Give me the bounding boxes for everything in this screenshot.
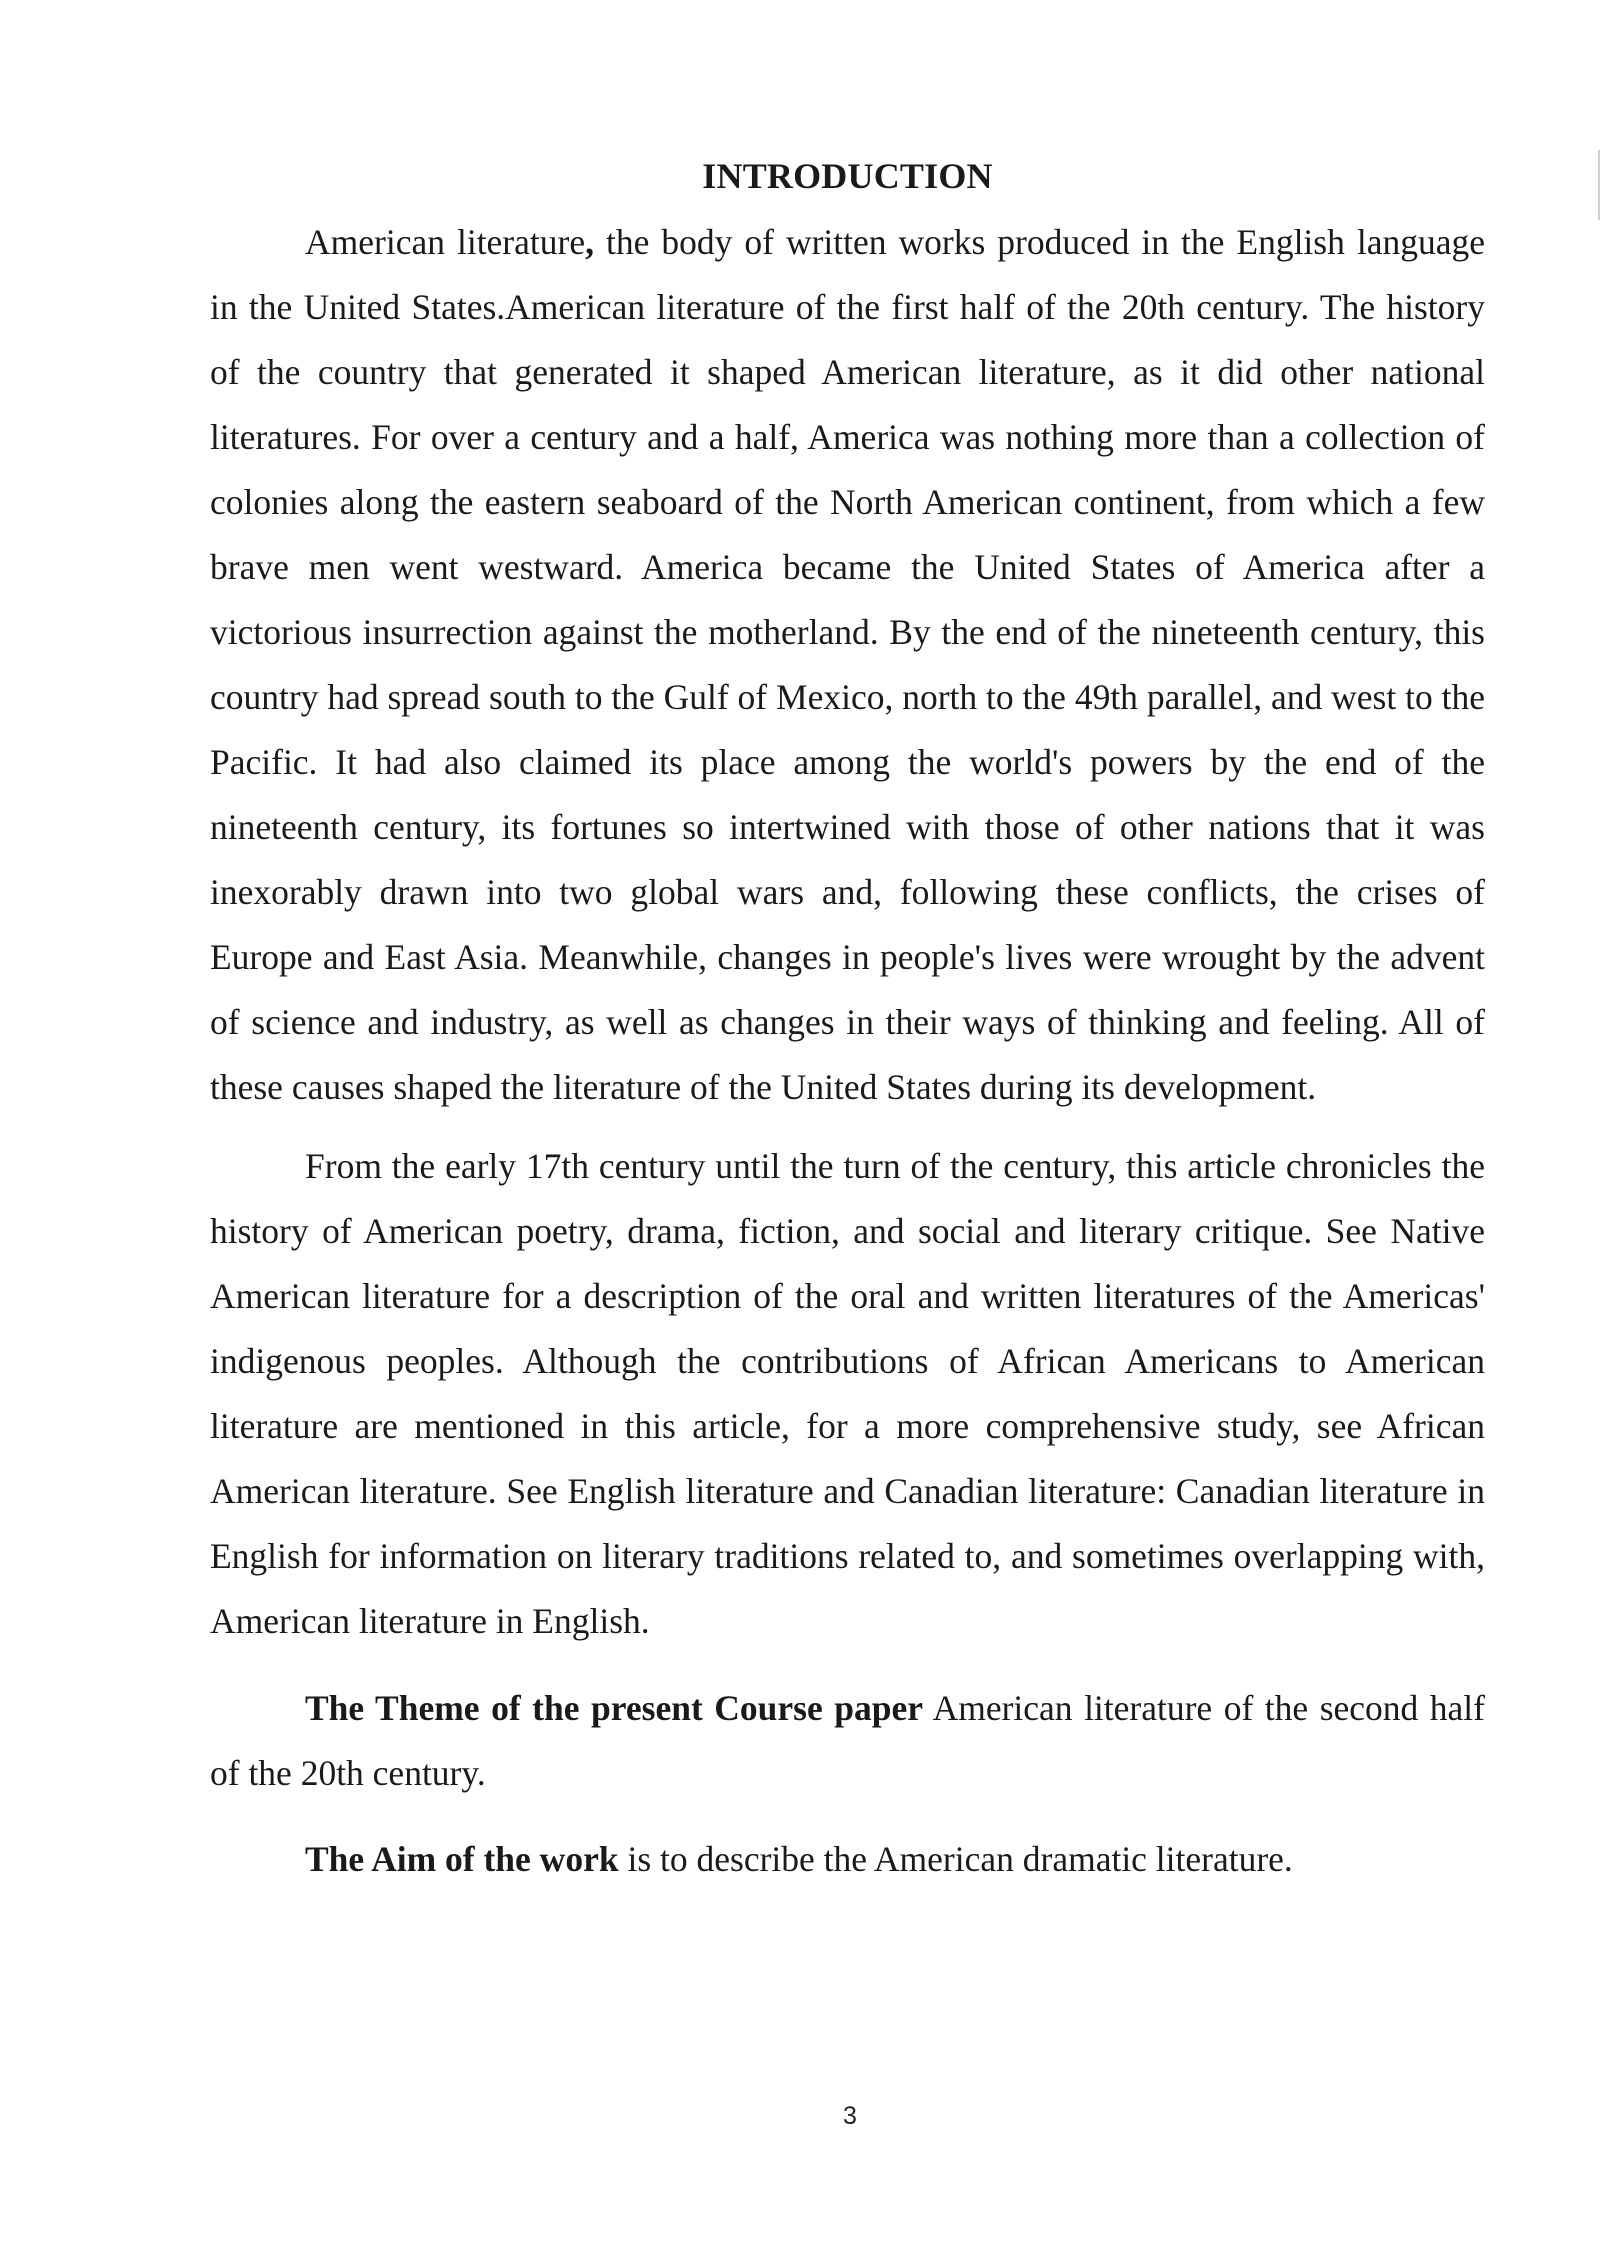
paragraph-theme [210,1676,1485,1806]
section-heading: INTRODUCTION [702,156,993,196]
page-number: 3 [843,2102,857,2130]
aim-label: The Aim of the work [305,1839,619,1879]
page-content [210,150,1485,1892]
paragraph-lead-punctuation: , [585,222,594,262]
paragraph-history-scope: From the early 17th century until the turn of the century, this article chronicles the history of American poetry, drama, fiction, and social and literary critique. See Native American literature for a description of the oral and written literatures of the Americas' indigenous peoples. Although the contributions of African Americans to American literature are mentioned in this article, for a more comprehensive study, see African American literature. See English literature and Canadian literature: Canadian literature in English for information on literary traditions related to, and sometimes overlapping with, American literature in English. [210,1146,1485,1641]
paragraph-introduction [210,210,1485,1120]
paragraph-body-text: the body of written works produced in the English language in the United States.American literature of the first half of the 20th century. The history of the country that generated it shaped American literature, as it did other national literatures. For over a century and a half, America was nothing more than a collection of colonies along the eastern seaboard of the North American continent, from which a few brave men went westward. America became the United States of America after a victorious insurrection against the motherland. By the end of the nineteenth century, this country had spread south to the Gulf of Mexico, north to the 49th parallel, and west to the Pacific. It had also claimed its place among the world's powers by the end of the nineteenth century, its fortunes so intertwined with those of other nations that it was inexorably drawn into two global wars and, following these conflicts, the crises of Europe and East Asia. Meanwhile, changes in people's lives were wrought by the advent of science and industry, as well as changes in their ways of thinking and feeling. All of these causes shaped the literature of the United States during its development. [210,222,1486,1107]
aim-text: is to describe the American dramatic literature. [618,1839,1293,1879]
theme-label: The Theme of the present Course paper [305,1688,924,1728]
paragraph-lead-text: American literature [305,222,586,262]
theme-text: American literature of the second half of the 20th century. [210,1688,1485,1793]
paragraph-aim [210,1827,1485,1892]
